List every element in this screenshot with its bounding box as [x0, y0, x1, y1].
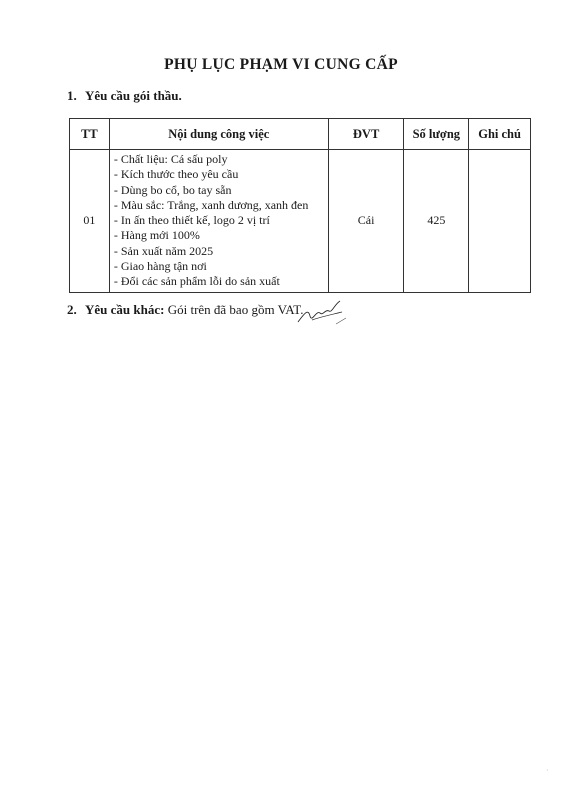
- section-1-title: Yêu cầu gói thầu.: [85, 88, 182, 103]
- cell-quantity: 425: [404, 150, 469, 293]
- cell-unit: Cái: [328, 150, 404, 293]
- cell-note: [469, 150, 531, 293]
- content-line: - Sản xuất năm 2025: [113, 243, 214, 258]
- section-1-heading: [67, 88, 182, 104]
- content-line: - Dùng bo cổ, bo tay sẵn: [113, 182, 232, 197]
- header-tt: TT: [70, 119, 110, 150]
- section-1-number: 1.: [67, 88, 77, 103]
- signature-icon: [296, 296, 352, 330]
- table-header-row: [70, 119, 531, 150]
- table-row: [70, 150, 531, 293]
- header-note: Ghi chú: [469, 119, 531, 150]
- content-line: - Đổi các sản phẩm lỗi do sản xuất: [113, 274, 280, 289]
- content-line: - Chất liệu: Cá sấu poly: [113, 152, 228, 166]
- cell-content: [109, 150, 328, 293]
- cell-tt: 01: [70, 150, 110, 293]
- content-line: - Giao hàng tận nơi: [113, 259, 207, 274]
- header-unit: ĐVT: [328, 119, 404, 150]
- content-line: - Hàng mới 100%: [113, 228, 200, 243]
- section-2-label: Yêu cầu khác:: [85, 302, 165, 317]
- header-quantity: Số lượng: [404, 119, 469, 150]
- handwritten-signature: [296, 296, 352, 335]
- content-line: - Kích thước theo yêu cầu: [113, 167, 239, 182]
- header-content: Nội dung công việc: [109, 119, 328, 150]
- scan-mark: ·: [546, 766, 549, 775]
- requirements-table: [69, 118, 531, 293]
- section-2-text: Gói trên đã bao gồm VAT.: [164, 302, 304, 317]
- content-line: - Màu sắc: Trắng, xanh dương, xanh đen: [113, 197, 309, 212]
- page-title: PHỤ LỤC PHẠM VI CUNG CẤP: [164, 56, 398, 73]
- section-2: [67, 302, 303, 318]
- section-2-number: 2.: [67, 302, 77, 317]
- content-line: - In ấn theo thiết kế, logo 2 vị trí: [113, 213, 270, 228]
